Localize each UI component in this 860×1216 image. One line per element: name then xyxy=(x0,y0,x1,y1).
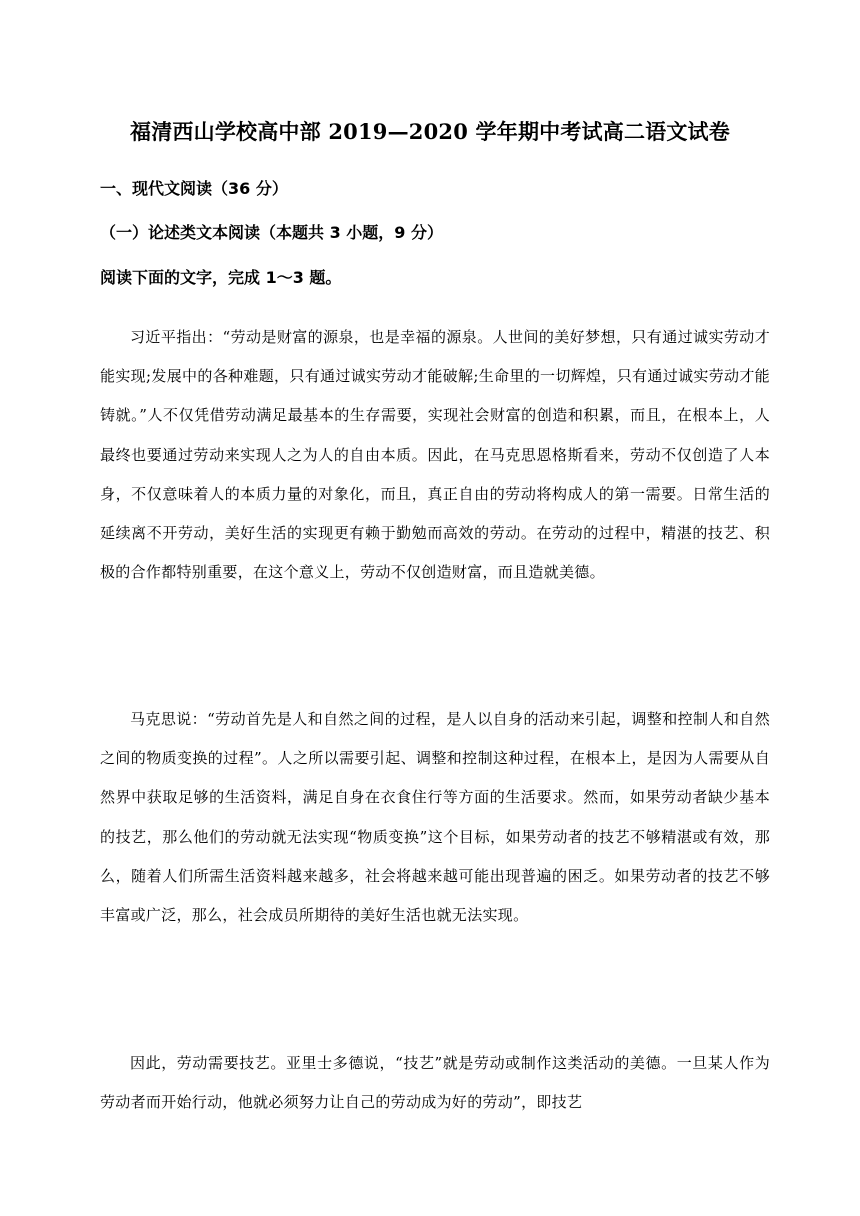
body-paragraph: 马克思说：“劳动首先是人和自然之间的过程，是人以自身的活动来引起，调整和控制人和自然之间的物质变换的过程”。人之所以需要引起、调整和控制这种过程，在根本上，是因为人需要从自然界中获取足够的生活资料，满足自身在衣食住行等方面的生活要求。然而，如果劳动者缺少基本的技艺，那么他们的劳动就无法实现“物质变换”这个目标，如果劳动者的技艺不够精湛或有效，那么，随着人们所需生活资料越来越多，社会将越来越可能出现普遍的困乏。如果劳动者的技艺不够丰富或广泛，那么，社会成员所期待的美好生活也就无法实现。 xyxy=(100,710,770,925)
subsection-heading: （一）论述类文本阅读（本题共 3 小题，9 分） xyxy=(100,223,443,242)
section-heading: 一、现代文阅读（36 分） xyxy=(100,179,288,198)
body-paragraph: 习近平指出：“劳动是财富的源泉，也是幸福的源泉。人世间的美好梦想，只有通过诚实劳动才能实现;发展中的各种难题，只有通过诚实劳动才能破解;生命里的一切辉煌，只有通过诚实劳动才能铸就。”人不仅凭借劳动满足最基本的生存需要，实现社会财富的创造和积累，而且，在根本上，人最终也要通过劳动来实现人之为人的自由本质。因此，在马克思恩格斯看来，劳动不仅创造了人本身，不仅意味着人的本质力量的对象化，而且，真正自由的劳动将构成人的第一需要。日常生活的延续离不开劳动，美好生活的实现更有赖于勤勉而高效的劳动。在劳动的过程中，精湛的技艺、积极的合作都特别重要，在这个意义上，劳动不仅创造财富，而且造就美德。 xyxy=(100,328,770,582)
body-paragraph: 因此，劳动需要技艺。亚里士多德说，“技艺”就是劳动或制作这类活动的美德。一旦某人作为劳动者而开始行动，他就必须努力让自己的劳动成为好的劳动”，即技艺 xyxy=(100,1054,770,1112)
exam-title: 福清西山学校高中部 2019—2020 学年期中考试高二语文试卷 xyxy=(130,119,730,144)
reading-instruction: 阅读下面的文字，完成 1～3 题。 xyxy=(100,268,342,287)
